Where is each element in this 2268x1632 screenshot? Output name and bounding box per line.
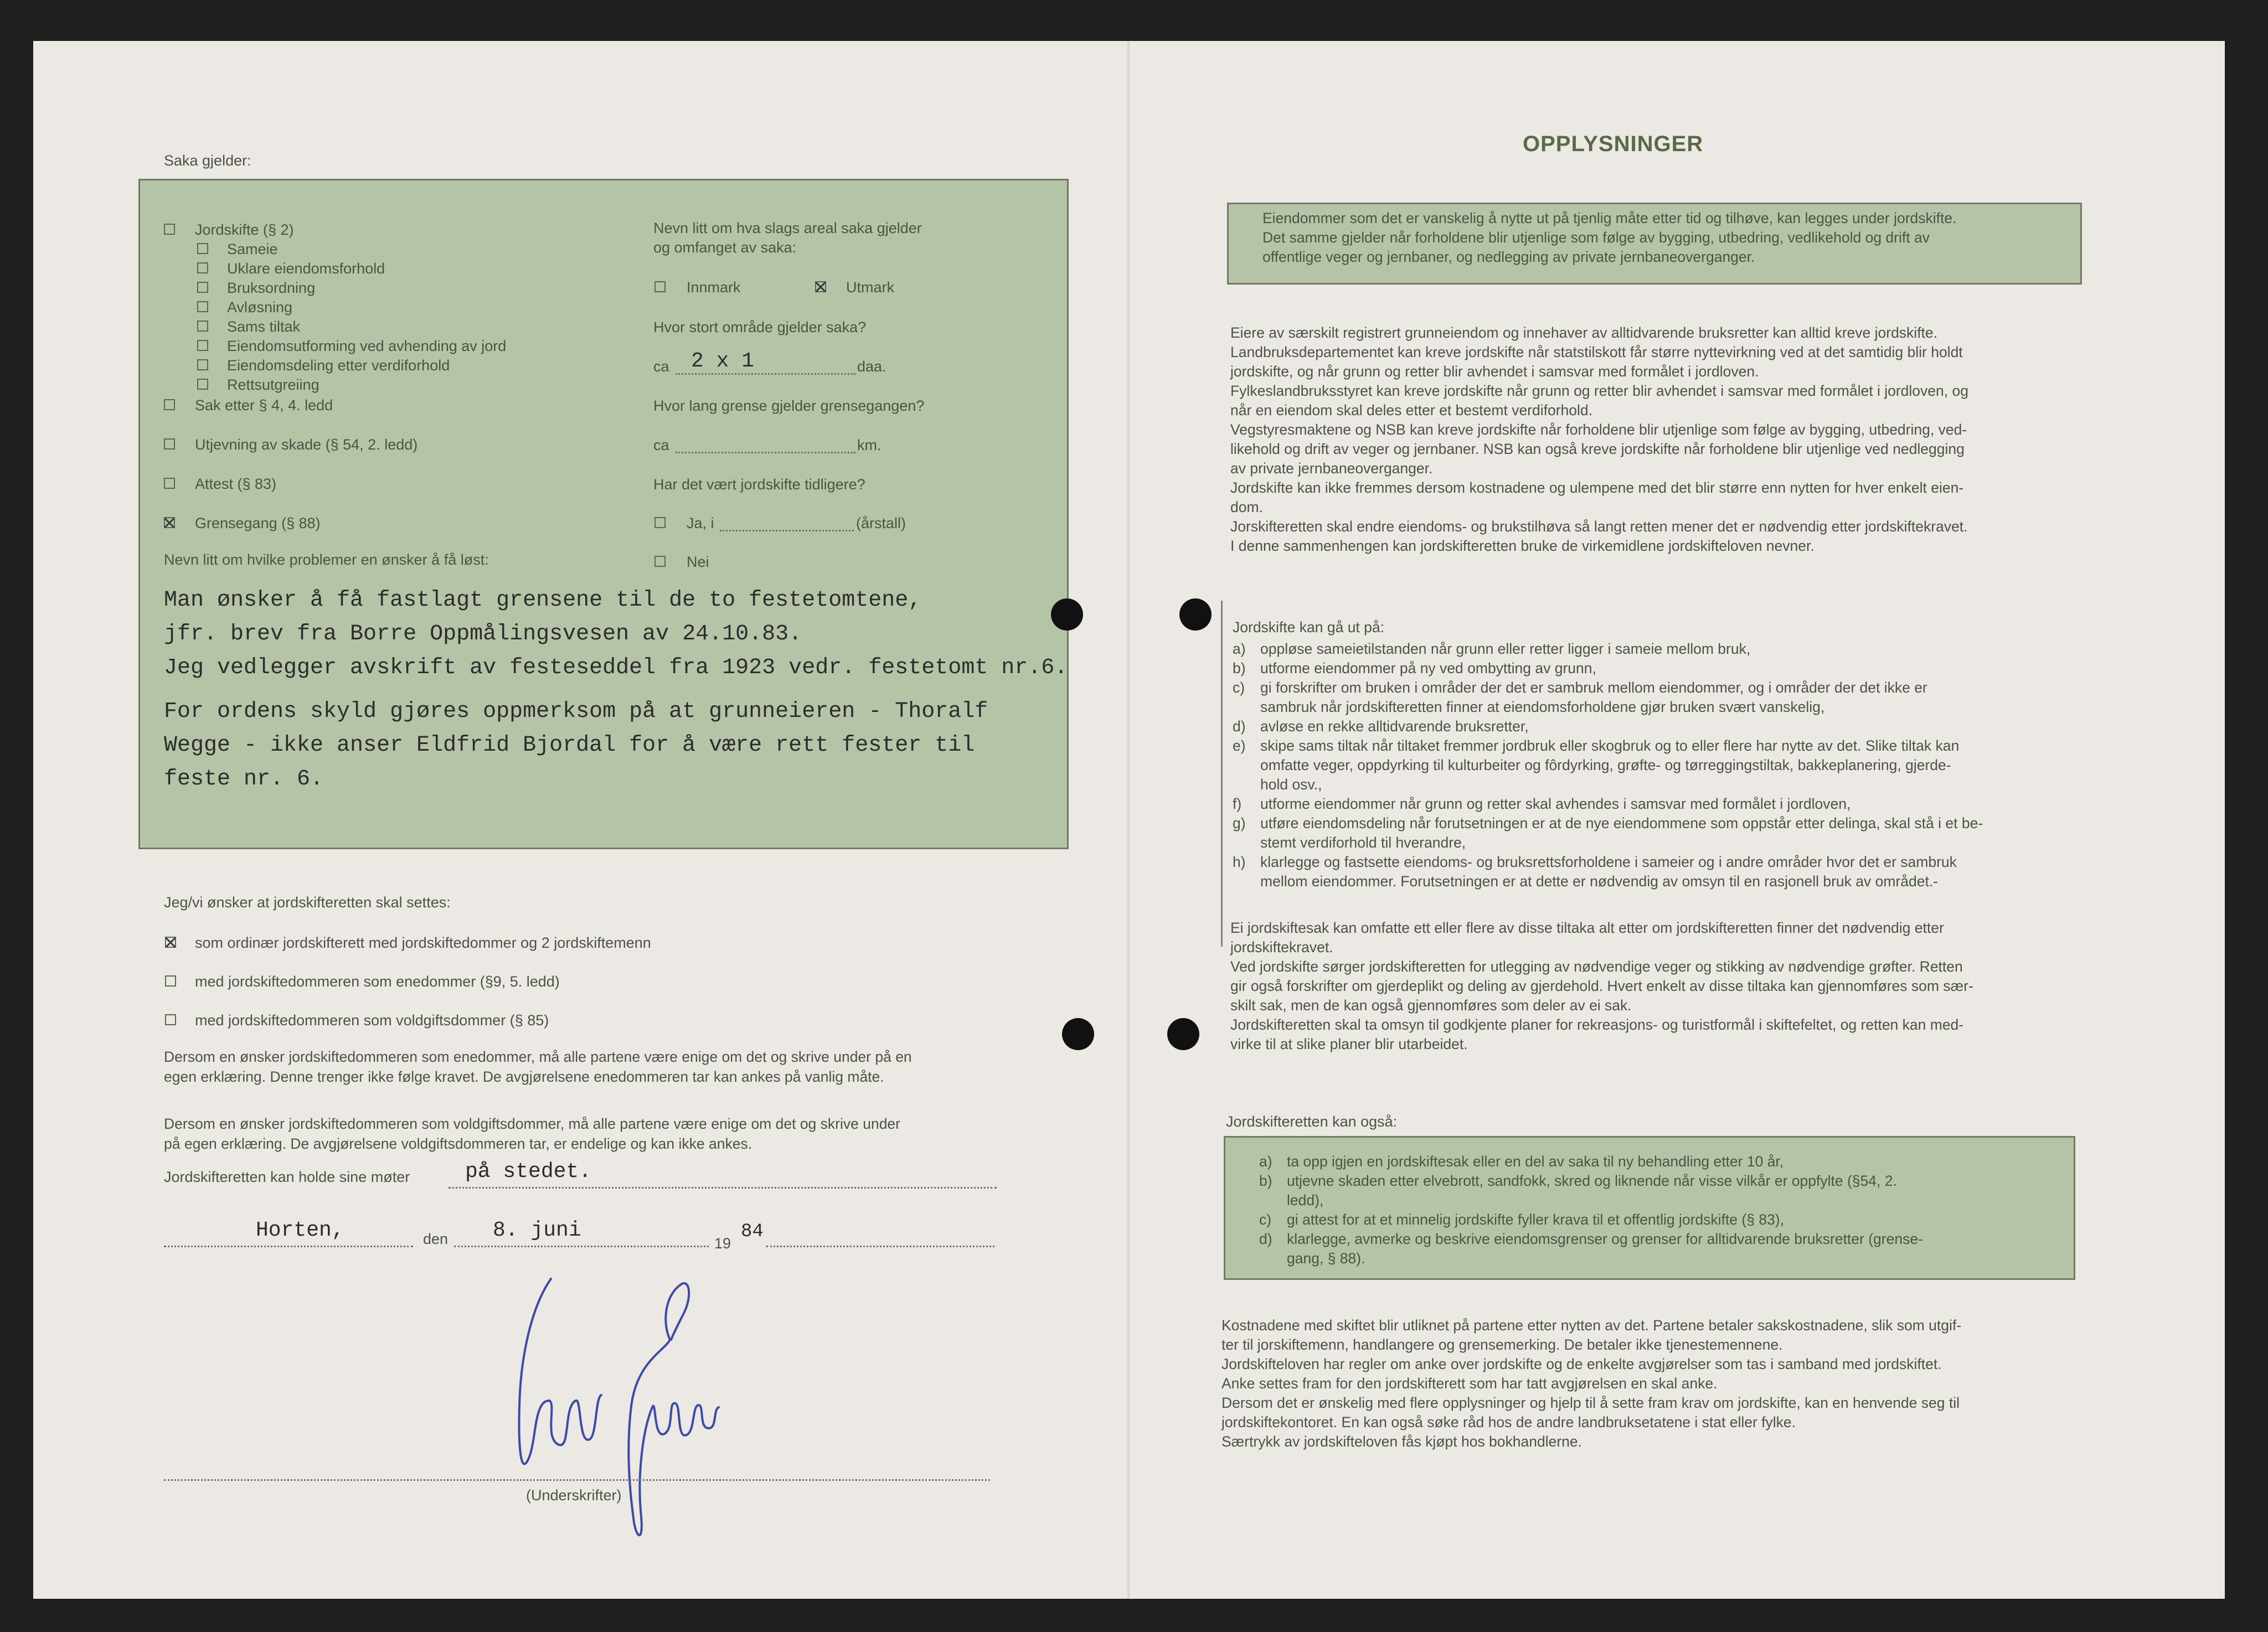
court-prompt: Jeg/vi ønsker at jordskifteretten skal settes: [164, 894, 451, 911]
meeting-field-line [449, 1187, 997, 1189]
scope-item-text: sambruk når jordskifteretten finner at eiendomsforholdene gjør bruken svært vanskelig, [1260, 699, 1825, 715]
scope-title: Jordskifte kan gå ut på: [1233, 619, 1384, 636]
problem-line-2: jfr. brev fra Borre Oppmålingsvesen av 24.10.83. [164, 622, 802, 647]
case-type-label: Eiendomsdeling etter verdiforhold [227, 357, 450, 374]
intro-line: Det samme gjelder når forholdene blir utjenlige som følge av bygging, utbedring, vedlikehold og drift av [1262, 229, 1930, 246]
ja-checkbox[interactable] [654, 517, 666, 528]
court-option-checkbox[interactable] [165, 937, 176, 948]
case-type-checkbox[interactable] [197, 321, 208, 332]
saka-label: Saka gjelder: [164, 152, 251, 169]
court-option-checkbox[interactable] [165, 975, 176, 987]
claim-line: dom. [1230, 499, 1263, 515]
border-question: Hvor lang grense gjelder grensegangen? [653, 397, 925, 414]
claim-line: når en eiendom skal deles etter et bestemt verdiforhold. [1230, 402, 1593, 419]
scope-item-key: e) [1233, 737, 1246, 754]
scope-item-key: f) [1233, 796, 1242, 812]
scope-item-text: omfatte veger, oppdyrking til kulturbeiter og fôrdyrking, grøfte- og tørreggingstiltak, bakkeplanering, gjerde- [1260, 757, 1951, 773]
claim-line: jordskifte, og når grunn og retter blir avhendet i samsvar med formålet i jordloven. [1230, 363, 1759, 380]
scope-item-text: utforme eiendommer på ny ved ombytting av grunn, [1260, 660, 1596, 676]
also-item-text: klarlegge, avmerke og beskrive eiendomsgrenser og grenser for alltidvarende bruksretter (grense- [1287, 1231, 1923, 1247]
case-type-label: Utjevning av skade (§ 54, 2. ledd) [195, 436, 418, 453]
scope-item-text: klarlegge og fastsette eiendoms- og bruksrettsforholdene i sameier og i andre områder hvor det er sambruk [1260, 854, 1957, 870]
innmark-label: Innmark [687, 279, 741, 296]
voldgift-line-1: Dersom en ønsker jordskiftedommeren som voldgiftsdommer, må alle partene være enige om det og skrive under [164, 1115, 900, 1132]
scope-item-text: hold osv., [1260, 776, 1322, 793]
scope-item-text: utforme eiendommer når grunn og retter skal avhendes i samsvar med formålet i jordloven, [1260, 796, 1851, 812]
case-type-label: Jordskifte (§ 2) [195, 221, 294, 238]
case-type-checkbox[interactable] [164, 478, 175, 489]
also-item [1259, 1152, 2068, 1171]
also-item [1259, 1191, 2068, 1210]
also-item-text: utjevne skaden etter elvebrott, sandfokk, skred og liknende når visse vilkår er oppfylte (§54, 2. [1287, 1173, 1897, 1189]
also-title: Jordskifteretten kan også: [1226, 1113, 1398, 1130]
case-type-label: Attest (§ 83) [195, 476, 277, 492]
year-prefix: 19 [714, 1235, 731, 1252]
case-type-label: Sams tiltak [227, 318, 301, 335]
claim-line: Vegstyresmaktene og NSB kan kreve jordskifte når forholdene blir utjenlige som følge av bygging, utbedring, ved- [1230, 421, 1967, 438]
cost-paragraph [1221, 1316, 1961, 1452]
case-type-checkbox[interactable] [164, 399, 175, 410]
case-type-label: Sak etter § 4, 4. ledd [195, 397, 333, 414]
case-type-checkbox[interactable] [197, 301, 208, 312]
punch-hole [1179, 598, 1212, 631]
court-option-label: med jordskiftedommeren som enedommer (§9, 5. ledd) [195, 973, 560, 990]
case-type-label: Sameie [227, 241, 278, 257]
claim-line: Jorskifteretten skal endre eiendoms- og brukstilhøva så langt retten mener det er nødvendig etter jordskiftekravet. [1230, 518, 1968, 535]
court-option-label: med jordskiftedommeren som voldgiftsdommer (§ 85) [195, 1012, 549, 1029]
scope-item-key: h) [1233, 854, 1246, 870]
punch-hole [1167, 1018, 1199, 1050]
intro-line: offentlige veger og jernbaner, og nedlegging av private jernbaneoverganger. [1262, 249, 1755, 265]
scope-item [1233, 639, 2096, 659]
case-type-checkbox[interactable] [197, 340, 208, 351]
scope-item [1233, 659, 2096, 678]
case-type-checkbox[interactable] [197, 359, 208, 370]
scope-item [1233, 853, 2096, 872]
nei-checkbox[interactable] [654, 556, 666, 567]
scope-item-key: d) [1233, 718, 1246, 735]
scope-item [1233, 717, 2096, 736]
case-type-checkbox[interactable] [197, 243, 208, 254]
meeting-value[interactable]: på stedet. [465, 1160, 592, 1184]
problem-line-4: For ordens skyld gjøres oppmerksom på at grunneieren - Thoralf [164, 699, 988, 724]
problem-line-3: Jeg vedlegger avskrift av festeseddel fra 1923 vedr. festetomt nr.6. [164, 655, 1068, 680]
problem-line-1: Man ønsker å få fastlagt grensene til de to festetomtene, [164, 588, 922, 613]
case-type-checkbox[interactable] [197, 379, 208, 390]
scope-item [1233, 814, 2096, 833]
intro-line: Eiendommer som det er vanskelig å nytte ut på tjenlig måte etter tid og tilhøve, kan legges under jordskifte. [1262, 210, 1957, 226]
also-item [1259, 1171, 2068, 1191]
enedommer-line-2: egen erklæring. Denne trenger ikke følge kravet. De avgjørelsene enedommeren tar kan ankes på vanlig måte. [164, 1068, 884, 1085]
size-value[interactable]: 2 x 1 [691, 349, 755, 373]
page-title: OPPLYSNINGER [1523, 132, 1704, 156]
scope-item [1233, 775, 2096, 794]
scope-item-text: gi forskrifter om bruken i områder der det er sambruk mellom eiendommer, og i områder der det ikke er [1260, 679, 1927, 696]
innmark-checkbox[interactable] [654, 281, 666, 292]
place-field-line [164, 1246, 413, 1247]
case-type-label: Grensegang (§ 88) [195, 515, 321, 531]
also-item-key: c) [1259, 1211, 1272, 1228]
nei-label: Nei [687, 554, 709, 570]
scope-item-text: utføre eiendomsdeling når forutsetningen er at de nye eiendommene som oppstår etter delinga, skal stå i et be- [1260, 815, 1983, 832]
area-question-line2: og omfanget av saka: [653, 239, 797, 256]
scope-item-key: c) [1233, 679, 1245, 696]
size-question: Hvor stort område gjelder saka? [653, 319, 867, 335]
also-item-text: ta opp igjen en jordskiftesak eller en del av saka til ny behandling etter 10 år, [1287, 1153, 1784, 1170]
border-field-line[interactable] [676, 452, 855, 453]
case-type-label: Rettsutgreiing [227, 376, 319, 393]
claim-line: I denne sammenhengen kan jordskifteretten bruke de virkemidlene jordskifteloven nevner. [1230, 538, 1815, 554]
claim-line: Landbruksdepartementet kan kreve jordskifte når statstilskott får større nyttevirkning ved at det samtidig blir holdt [1230, 344, 1963, 360]
case-type-checkbox[interactable] [197, 262, 208, 273]
also-item-text: gang, § 88). [1287, 1250, 1365, 1267]
scope-list [1233, 639, 2096, 891]
also-item-text: gi attest for at et minnelig jordskifte fyller krava til et offentlig jordskifte (§ 83), [1287, 1211, 1784, 1228]
claim-line: likehold og drift av veger og jernbaner. NSB kan også kreve jordskifte når forholdene blir utjenlige ved nedlegging [1230, 441, 1965, 457]
voldgift-line-2: på egen erklæring. De avgjørelsene voldgiftsdommeren tar, er endelige og kan ikke ankes. [164, 1135, 752, 1152]
case-type-label: Avløsning [227, 299, 293, 316]
claim-line: Fylkeslandbruksstyret kan kreve jordskifte når grunn og retter blir avhendet i samsvar med formålet i jordloven, og [1230, 383, 1968, 399]
area-question-line1: Nevn litt om hva slags areal saka gjelder [653, 220, 922, 236]
case-type-label: Bruksordning [227, 280, 316, 296]
problem-prompt: Nevn litt om hvilke problemer en ønsker å få løst: [164, 551, 489, 568]
also-list [1259, 1152, 2068, 1268]
also-item-key: d) [1259, 1231, 1272, 1247]
also-item-key: b) [1259, 1173, 1272, 1189]
scope-item-text: skipe sams tiltak når tiltaket fremmer jordbruk eller skogbruk og to eller flere har nytte av det. Slike tiltak kan [1260, 737, 1960, 754]
place-value[interactable]: Horten, [256, 1218, 344, 1242]
ja-year-line[interactable] [720, 530, 854, 531]
also-item [1259, 1249, 2068, 1268]
year-value[interactable]: 84 [741, 1221, 764, 1242]
cost-line: Anke settes fram for den jordskifterett som har tatt avgjørelsen en skal anke. [1221, 1375, 1718, 1392]
scope-item [1233, 872, 2096, 891]
border-prefix: ca [653, 437, 669, 453]
court-option-label: som ordinær jordskifterett med jordskiftedommer og 2 jordskiftemenn [195, 934, 651, 951]
also-item [1259, 1230, 2068, 1249]
enedommer-line-1: Dersom en ønsker jordskiftedommeren som enedommer, må alle partene være enige om det og skrive under på en [164, 1049, 912, 1065]
size-unit: daa. [857, 358, 886, 375]
scope-item-key: g) [1233, 815, 1246, 832]
signature-line[interactable] [164, 1479, 990, 1481]
scope-bar [1221, 601, 1223, 947]
problem-line-6: feste nr. 6. [164, 767, 324, 792]
ja-label: Ja, i [687, 515, 714, 531]
problem-line-5: Wegge - ikke anser Eldfrid Bjordal for å være rett fester til [164, 733, 975, 758]
also-item-key: a) [1259, 1153, 1272, 1170]
scope-item [1233, 736, 2096, 756]
cost-line: ter til jorskiftemenn, handlangere og grensemerking. De betaler ikke tjenestemennene. [1221, 1336, 1783, 1353]
cost-line: Jordskifteloven har regler om anke over jordskifte og de enkelte avgjørelser som tas i samband med jordskiftet. [1221, 1356, 1942, 1372]
prior-question: Har det vært jordskifte tidligere? [653, 476, 865, 493]
case-type-label: Eiendomsutforming ved avhending av jord [227, 338, 507, 354]
punch-hole [1062, 1018, 1094, 1050]
fold-line [1127, 41, 1130, 1599]
signature-drawing [498, 1262, 764, 1550]
case-type-checkbox[interactable] [164, 438, 175, 450]
date-value[interactable]: 8. juni [493, 1218, 581, 1242]
process-line: virke til at slike planer blir utarbeidet. [1230, 1036, 1468, 1052]
den-label: den [423, 1231, 449, 1247]
cost-line: Særtrykk av jordskifteloven fås kjøpt hos bokhandlerne. [1221, 1433, 1583, 1450]
case-type-label: Uklare eiendomsforhold [227, 260, 385, 277]
utmark-checkbox[interactable] [815, 281, 826, 292]
case-type-checkbox[interactable] [164, 517, 175, 528]
signature-caption: (Underskrifter) [526, 1487, 622, 1504]
punch-hole [1051, 598, 1083, 631]
process-line: Ei jordskiftesak kan omfatte ett eller flere av disse tiltaka alt etter om jordskifteretten finner det nødvendig etter [1230, 920, 1944, 936]
process-line: jordskiftekravet. [1230, 939, 1333, 956]
meeting-label: Jordskifteretten kan holde sine møter [164, 1169, 410, 1185]
process-line: skilt sak, men de kan også gjennomføres som deler av ei sak. [1230, 997, 1632, 1014]
scope-item-text: oppløse sameietilstanden når grunn eller retter ligger i sameie mellom bruk, [1260, 641, 1751, 657]
size-prefix: ca [653, 358, 669, 375]
claim-line: av private jernbaneoverganger. [1230, 460, 1433, 477]
scope-item-text: mellom eiendommer. Forutsetningen er at dette er nødvendig av omsyn til en rasjonell bruk av området.- [1260, 873, 1939, 890]
scope-item [1233, 698, 2096, 717]
scope-item-text: avløse en rekke alltidvarende bruksretter, [1260, 718, 1529, 735]
scope-item [1233, 756, 2096, 775]
ja-suffix: (årstall) [856, 515, 906, 531]
date-field-line [454, 1246, 709, 1247]
scope-item-text: stemt verdiforhold til hverandre, [1260, 834, 1466, 851]
cost-line: Dersom det er ønskelig med flere opplysninger og hjelp til å sette fram krav om jordskifte, kan en henvende seg til [1221, 1395, 1960, 1411]
border-unit: km. [857, 437, 882, 453]
size-field-line [676, 373, 855, 375]
process-line: Jordskifteretten skal ta omsyn til godkjente planer for rekreasjons- og turistformål i skiftefeltet, og retten kan med- [1230, 1016, 1964, 1033]
process-paragraph [1230, 918, 1973, 1054]
scope-item-key: a) [1233, 641, 1246, 657]
utmark-label: Utmark [846, 279, 894, 296]
scope-item [1233, 794, 2096, 814]
also-item-text: ledd), [1287, 1192, 1324, 1208]
case-type-checkbox[interactable] [197, 282, 208, 293]
year-field-line [766, 1246, 994, 1247]
scope-item [1233, 678, 2096, 698]
claim-paragraph [1230, 323, 1968, 556]
process-line: gir også forskrifter om gjerdeplikt og deling av gjerdehold. Hvert enkelt av disse tiltaka kan gjennomføres som sær- [1230, 978, 1973, 994]
claim-line: Eiere av særskilt registrert grunneiendom og innehaver av alltidvarende bruksretter kan alltid kreve jordskifte. [1230, 324, 1938, 341]
scope-item [1233, 833, 2096, 853]
case-type-checkbox[interactable] [164, 224, 175, 235]
cost-line: jordskiftekontoret. En kan også søke råd hos de andre landbruksetatene i stat eller fylke. [1221, 1414, 1796, 1430]
claim-line: Jordskifte kan ikke fremmes dersom kostnadene og ulempene med det blir større enn nytten for hver enkelt eien- [1230, 479, 1964, 496]
intro-text [1262, 209, 1957, 267]
scope-item-key: b) [1233, 660, 1246, 676]
cost-line: Kostnadene med skiftet blir utliknet på partene etter nytten av det. Partene betaler sakskostnadene, slik som utgif- [1221, 1317, 1962, 1334]
court-option-checkbox[interactable] [165, 1014, 176, 1025]
process-line: Ved jordskifte sørger jordskifteretten for utlegging av nødvendige veger og stikking av nødvendige grøfter. Retten [1230, 958, 1963, 975]
also-item [1259, 1210, 2068, 1230]
